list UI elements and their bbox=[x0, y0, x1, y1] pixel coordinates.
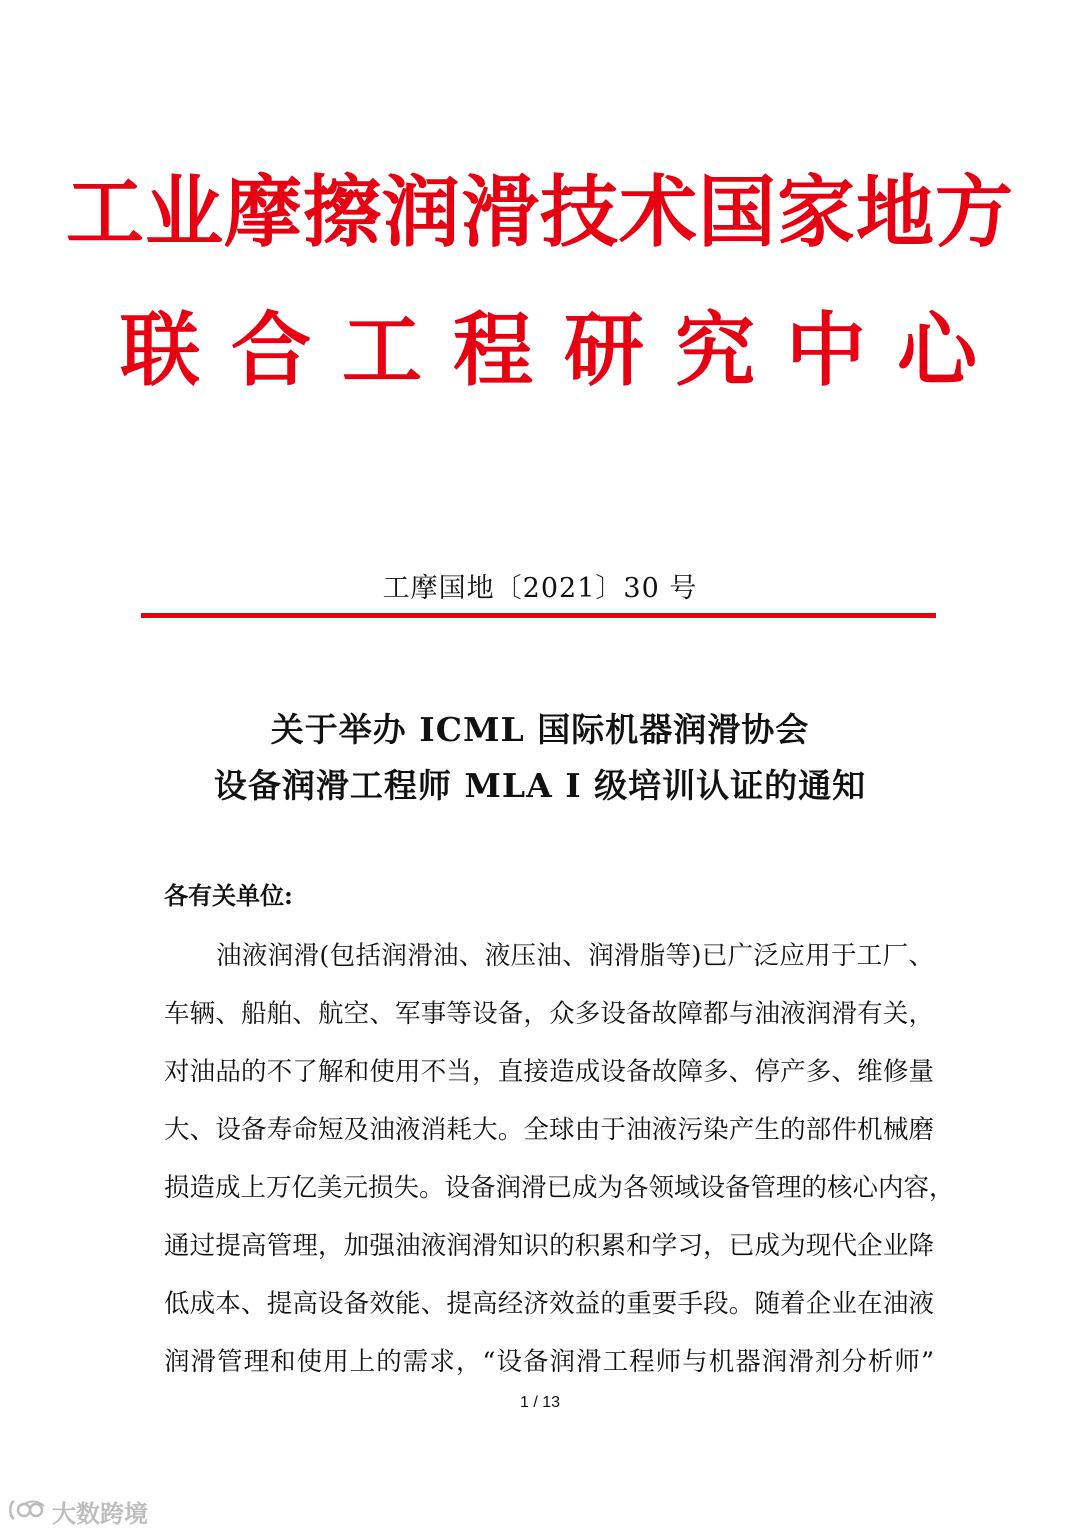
watermark bbox=[8, 1494, 148, 1529]
logo-icon bbox=[8, 1497, 48, 1527]
page-number: 1 / 13 bbox=[519, 1394, 561, 1411]
body-line: 大、设备寿命短及油液消耗大。全球由于油液污染产生的部件机械磨 bbox=[164, 1115, 934, 1145]
body-line: 润滑管理和使用上的需求，“设备润滑工程师与机器润滑剂分析师” bbox=[164, 1347, 934, 1377]
salutation: 各有关单位: bbox=[164, 881, 293, 910]
document-number: 工摩国地〔2021〕30 号 bbox=[382, 573, 698, 604]
body-line: 油液润滑(包括润滑油、液压油、润滑脂等)已广泛应用于工厂、 bbox=[216, 941, 934, 971]
watermark-text: 大数跨境 bbox=[52, 1500, 148, 1528]
body-line: 损造成上万亿美元损失。设备润滑已成为各领域设备管理的核心内容， bbox=[164, 1173, 955, 1203]
body-line: 车辆、船舶、航空、军事等设备，众多设备故障都与油液润滑有关， bbox=[164, 999, 934, 1029]
body-line: 低成本、提高设备效能、提高经济效益的重要手段。随着企业在油液 bbox=[164, 1289, 934, 1319]
body-line: 对油品的不了解和使用不当，直接造成设备故障多、停产多、维修量 bbox=[164, 1057, 934, 1087]
notice-title-line-1: 关于举办 ICML 国际机器润滑协会 bbox=[270, 710, 810, 749]
notice-title-line-2: 设备润滑工程师 MLA I 级培训认证的通知 bbox=[213, 766, 867, 805]
body-line: 通过提高管理，加强油液润滑知识的积累和学习，已成为现代企业降 bbox=[164, 1231, 934, 1261]
header-title-line-2: 联合工程研究中心 bbox=[120, 303, 1008, 397]
header-title-line-1: 工业摩擦润滑技术国家地方 bbox=[65, 167, 1014, 258]
red-divider bbox=[141, 613, 936, 618]
